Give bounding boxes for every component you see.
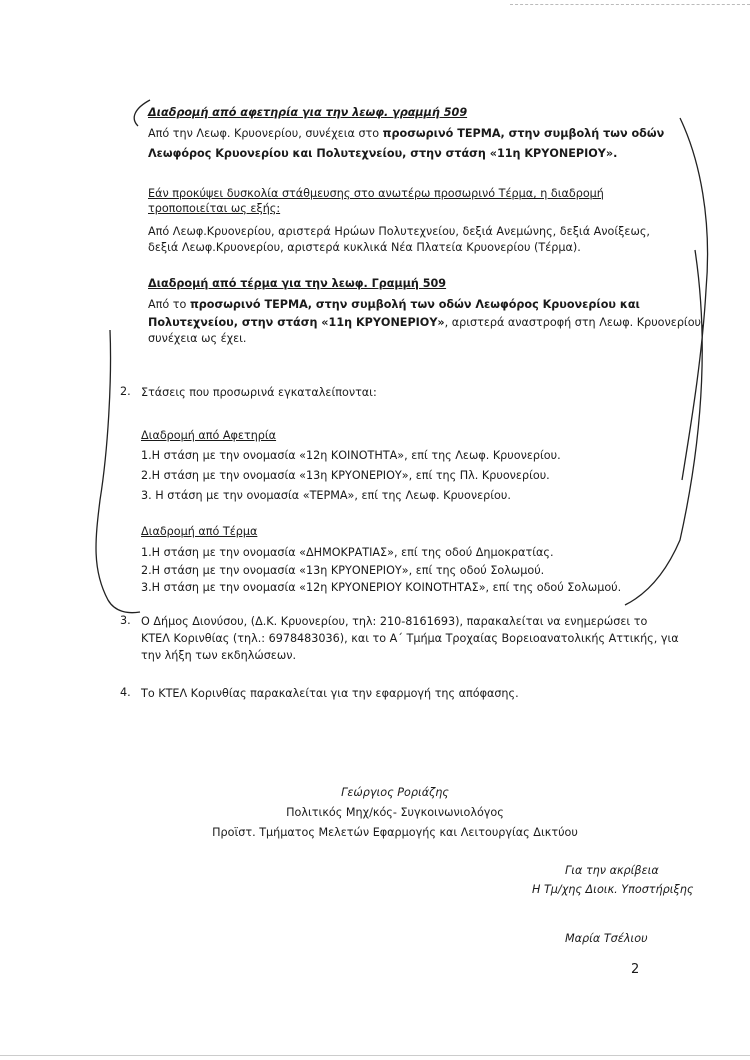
section2-line3: συνέχεια ως έχει. [148, 332, 247, 345]
section1-heading: Διαδρομή από αφετηρία για την λεωφ. γραμμή 509 [148, 106, 468, 119]
item4-number: 4. [120, 686, 131, 699]
from-end-stop-1: 1.Η στάση με την ονομασία «ΔΗΜΟΚΡΑΤΙΑΣ», επί της οδού Δημοκρατίας. [141, 546, 554, 559]
item2-number: 2. [120, 385, 131, 398]
alt-heading-line1: Εάν προκύψει δυσκολία στάθμευσης στο ανωτέρω προσωρινό Τέρμα, η διαδρομή [148, 187, 604, 200]
item3-line2: ΚΤΕΛ Κορινθίας (τηλ.: 6978483036), και το Α΄ Τμήμα Τροχαίας Βορειοανατολικής Αττικής, για [141, 632, 679, 645]
section1-line1-text: Από την Λεωφ. Κρυονερίου, συνέχεια στο [148, 127, 383, 140]
signatory-title: Προϊστ. Τμήματος Μελετών Εφαρμογής και Λειτουργίας Δικτύου [212, 826, 578, 839]
section2-line2-bold: Πολυτεχνείου, στην στάση «11η ΚΡΥΟΝΕΡΙΟΥ» [148, 316, 445, 329]
alt-route-line1: Από Λεωφ.Κρυονερίου, αριστερά Ηρώων Πολυτεχνείου, δεξιά Ανεμώνης, δεξιά Ανοίξεως, [148, 225, 650, 238]
from-start-heading: Διαδρομή από Αφετηρία [141, 429, 277, 442]
from-end-heading: Διαδρομή από Τέρμα [141, 525, 258, 538]
item4-text: Το ΚΤΕΛ Κορινθίας παρακαλείται για την εφαρμογή της απόφασης. [141, 687, 519, 700]
section2-heading: Διαδρομή από τέρμα για την λεωφ. Γραμμή 509 [148, 277, 447, 290]
bottom-scan-edge [0, 1055, 750, 1056]
section2-line2-text: , αριστερά αναστροφή στη Λεωφ. Κρυονερίου, [444, 316, 705, 329]
item2-text: Στάσεις που προσωρινά εγκαταλείπονται: [141, 386, 377, 399]
section1-line2: Λεωφόρος Κρυονερίου και Πολυτεχνείου, στην στάση «11η ΚΡΥΟΝΕΡΙΟΥ». [148, 147, 618, 160]
accuracy-department: Η Τμ/χης Διοικ. Υποστήριξης [532, 883, 694, 896]
alt-route-line2: δεξιά Λεωφ.Κρυονερίου, αριστερά κυκλικά Νέα Πλατεία Κρυονερίου (Τέρμα). [148, 241, 581, 254]
item3-line3: την λήξη των εκδηλώσεων. [141, 649, 297, 662]
signatory-role: Πολιτικός Μηχ/κός- Συγκοινωνιολόγος [286, 806, 504, 819]
section2-line1 [148, 297, 640, 312]
item3-number: 3. [120, 614, 131, 627]
page-number: 2 [631, 962, 640, 977]
section2-line1-bold: προσωρινό ΤΕΡΜΑ, στην συμβολή των οδών Λεωφόρος Κρυονερίου και [189, 298, 640, 311]
section2-line1-text: Από το [148, 298, 190, 311]
from-start-stop-2: 2.Η στάση με την ονομασία «13η ΚΡΥΟΝΕΡΙΟΥ», επί της Πλ. Κρυονερίου. [141, 469, 550, 482]
signatory-name: Γεώργιος Poριάζης [341, 786, 449, 799]
from-start-stop-1: 1.Η στάση με την ονομασία «12η ΚΟΙΝΟΤΗΤΑ», επί της Λεωφ. Κρυονερίου. [141, 449, 561, 462]
from-start-stop-3: 3. Η στάση με την ονομασία «ΤΕΡΜΑ», επί της Λεωφ. Κρυονερίου. [141, 489, 511, 502]
section1-line1 [148, 126, 664, 141]
alt-heading-line2: τροποποιείται ως εξής: [148, 202, 281, 215]
accuracy-name: Μαρία Τσέλιου [565, 932, 648, 945]
from-end-stop-3: 3.Η στάση με την ονομασία «12η ΚΡΥΟΝΕΡΙΟΥ ΚΟΙΝΟΤΗΤΑΣ», επί της οδού Σολωμού. [141, 581, 622, 594]
section1-line1-bold: προσωρινό ΤΕΡΜΑ, στην συμβολή των οδών [382, 127, 665, 140]
from-end-stop-2: 2.Η στάση με την ονομασία «13η ΚΡΥΟΝΕΡΙΟΥ», επί της οδού Σολωμού. [141, 564, 545, 577]
item3-line1: Ο Δήμος Διονύσου, (Δ.Κ. Κρυονερίου, τηλ: 210-8161693), παρακαλείται να ενημερώσει το [141, 615, 648, 628]
accuracy-label: Για την ακρίβεια [565, 864, 659, 877]
section2-line2 [148, 315, 705, 330]
